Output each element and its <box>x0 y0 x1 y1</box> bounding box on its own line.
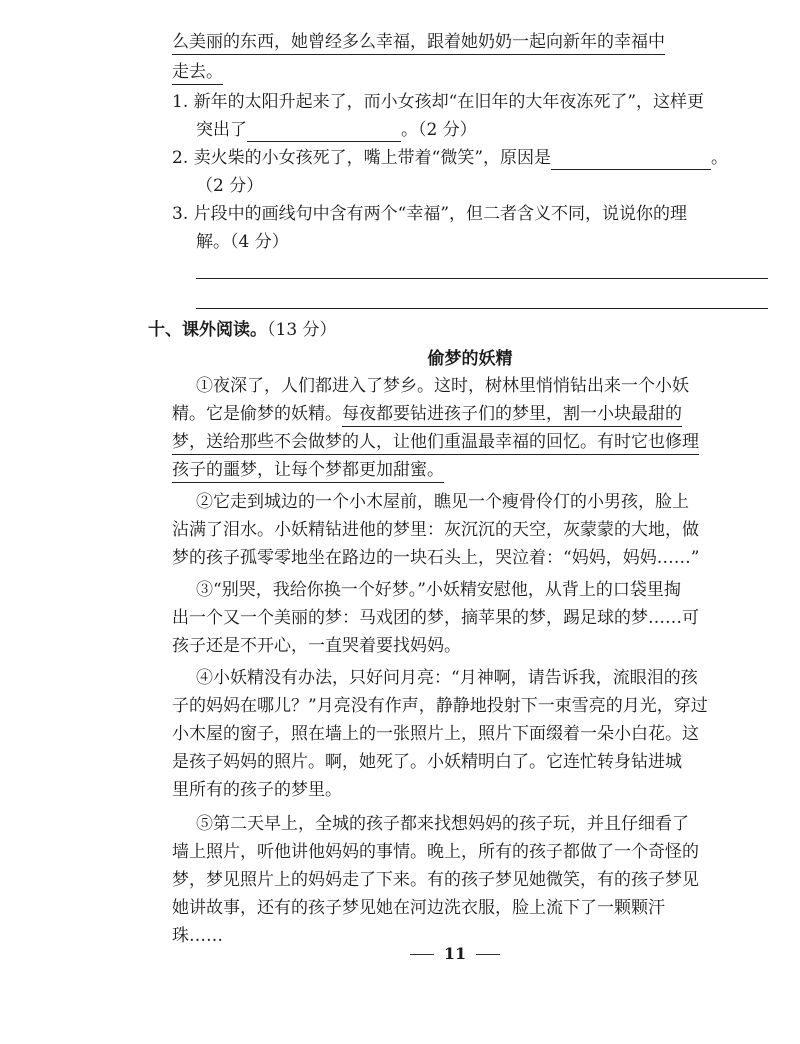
question-3: 3. 片段中的画线句中含有两个“幸福”，但二者含义不同，说说你的理 <box>172 204 688 224</box>
passage-line: ⑤第二天早上，全城的孩子都来找想妈妈的孩子玩，并且仔细看了 <box>196 814 689 834</box>
answer-blank[interactable] <box>551 151 711 170</box>
passage-line: ③“别哭，我给你换一个好梦。”小妖精安慰他，从背上的口袋里掏 <box>196 580 681 600</box>
dash-left <box>410 954 434 955</box>
excerpt-underlined-line: 么美丽的东西，她曾经多么幸福，跟着她奶奶一起向新年的幸福中 <box>172 30 665 54</box>
passage-line: 精。它是偷梦的妖精。每夜都要钻进孩子们的梦里，割一小块最甜的 <box>172 402 682 426</box>
passage-line: 孩子的噩梦，让每个梦都更加甜蜜。 <box>172 458 444 482</box>
answer-line[interactable] <box>196 308 768 309</box>
question-2-points: （2 分） <box>196 176 264 196</box>
question-2: 2. 卖火柴的小女孩死了，嘴上带着“微笑”，原因是 。 <box>172 148 729 168</box>
question-3-continued: 解。（4 分） <box>196 232 289 252</box>
section-heading: 十、课外阅读。（13 分） <box>148 320 337 340</box>
answer-line[interactable] <box>196 278 768 279</box>
passage-line: 小木屋的窗子，照在墙上的一张照片上，照片下面缀着一朵小白花。这 <box>172 724 699 744</box>
answer-blank[interactable] <box>247 123 401 142</box>
passage-line: ①夜深了，人们都进入了梦乡。这时，树林里悄悄钻出来一个小妖 <box>196 376 689 396</box>
question-1: 1. 新年的太阳升起来了，而小女孩却“在旧年的大年夜冻死了”，这样更 <box>172 92 705 112</box>
passage-line: 珠…… <box>172 926 223 946</box>
excerpt-underlined-line: 走去。 <box>172 60 223 84</box>
page-number: 11 <box>0 944 800 963</box>
passage-line: 梦，梦见照片上的妈妈走了下来。有的孩子梦见她微笑，有的孩子梦见 <box>172 870 699 890</box>
passage-line: ④小妖精没有办法，只好问月亮：“月神啊，请告诉我，流眼泪的孩 <box>196 668 698 688</box>
passage-line: 里所有的孩子的梦里。 <box>172 780 342 800</box>
passage-line: 梦，送给那些不会做梦的人，让他们重温最幸福的回忆。有时它也修理 <box>172 430 699 454</box>
passage-line: 出一个又一个美丽的梦：马戏团的梦，摘苹果的梦，踢足球的梦……可 <box>172 608 699 628</box>
passage-line: 是孩子妈妈的照片。啊，她死了。小妖精明白了。它连忙转身钻进城 <box>172 752 682 772</box>
passage-line: 梦的孩子孤零零地坐在路边的一块石头上，哭泣着：“妈妈，妈妈……” <box>172 548 700 568</box>
passage-line: 墙上照片，听他讲他妈妈的事情。晚上，所有的孩子都做了一个奇怪的 <box>172 842 699 862</box>
passage-line: 子的妈妈在哪儿？”月亮没有作声，静静地投射下一束雪亮的月光，穿过 <box>172 696 708 716</box>
passage-title: 偷梦的妖精 <box>427 349 513 369</box>
passage-line: ②它走到城边的一个小木屋前，瞧见一个瘦骨伶仃的小男孩，脸上 <box>196 492 689 512</box>
dash-right <box>476 954 500 955</box>
question-1-continued: 突出了 。（2 分） <box>196 120 477 140</box>
passage-line: 孩子还是不开心，一直哭着要找妈妈。 <box>172 636 461 656</box>
passage-line: 她讲故事，还有的孩子梦见她在河边洗衣服，脸上流下了一颗颗汗 <box>172 898 665 918</box>
passage-line: 沾满了泪水。小妖精钻进他的梦里：灰沉沉的天空，灰蒙蒙的大地，做 <box>172 520 699 540</box>
